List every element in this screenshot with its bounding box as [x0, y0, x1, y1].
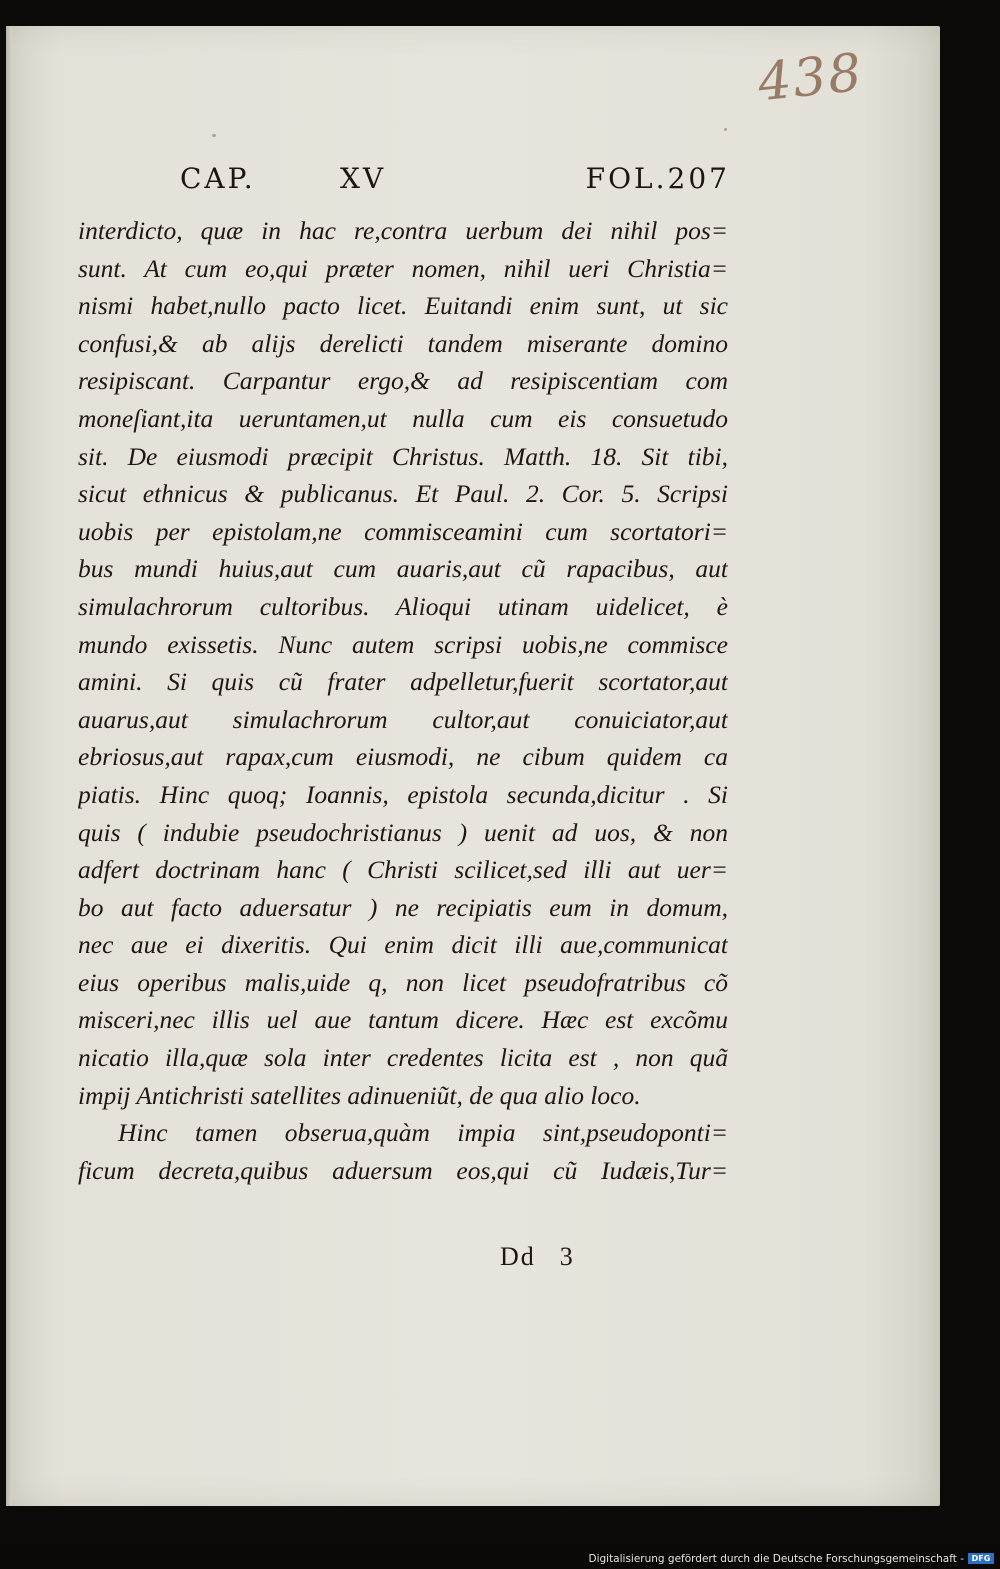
text-line: sunt. At cum eo,qui præter nomen, nihil ueri Christia=: [78, 253, 728, 283]
signature-mark: [500, 1242, 575, 1272]
body-text: [78, 212, 728, 1189]
text-line: ficum decreta,quibus aduersum eos,qui cũ Iudæis,Tur=: [78, 1155, 728, 1185]
ink-spot: [724, 128, 727, 131]
chapter-number: XV: [340, 162, 387, 195]
text-line: piatis. Hinc quoq; Ioannis, epistola secunda,dicitur . Si: [78, 779, 728, 809]
text-line: mundo exissetis. Nunc autem scripsi uobis,ne commisce: [78, 629, 728, 659]
text-line: moneſiant,ita ueruntamen,ut nulla cum eis consuetudo: [78, 403, 728, 433]
text-line: nicatio illa,quæ sola inter credentes licita est , non quã: [78, 1043, 728, 1073]
text-line: simulachrorum cultoribus. Alioqui utinam uidelicet, è: [78, 591, 728, 621]
text-line: misceri,nec illis uel aue tantum dicere. Hæc est excõmu: [78, 1005, 728, 1035]
text-line: Hinc tamen obserua,quàm impia sint,pseudoponti=: [118, 1118, 728, 1148]
text-line: quis ( indubie pseudochristianus ) uenit ad uos, & non: [78, 817, 728, 847]
text-line: interdicto, quæ in hac re,contra uerbum dei nihil pos=: [78, 216, 728, 245]
text-line: sicut ethnicus & publicanus. Et Paul. 2. Cor. 5. Scripsi: [78, 479, 728, 509]
text-line: confusi,& ab alijs derelicti tandem miserante domino: [78, 328, 728, 358]
text-line: uobis per epistolam,ne commisceamini cum scortatori=: [78, 516, 728, 546]
text-line: eius operibus malis,uide q, non licet pseudofratribus cõ: [78, 967, 728, 997]
text-line: auarus,aut simulachrorum cultor,aut conuiciator,aut: [78, 704, 728, 734]
text-line: nec aue ei dixeritis. Qui enim dicit illi aue,communicat: [78, 930, 728, 960]
ink-spot: [212, 134, 216, 137]
page-edge: [6, 26, 12, 1506]
funding-credit: Digitalisierung gefördert durch die Deutsche Forschungsgemeinschaft -: [588, 1553, 964, 1565]
text-line: impij Antichristi satellites adinueniũt, de qua alio loco.: [78, 1080, 641, 1110]
running-head: [180, 162, 730, 202]
chapter-label: CAP.: [180, 162, 256, 195]
dfg-logo: DFG: [968, 1553, 994, 1564]
text-line: sit. De eiusmodi præcipit Christus. Matth. 18. Sit tibi,: [78, 441, 728, 471]
text-line: bo aut facto aduersatur ) ne recipiatis eum in domum,: [78, 892, 728, 922]
signature-number: 3: [559, 1242, 575, 1271]
text-line: amini. Si quis cũ frater adpelletur,fuerit scortator,aut: [78, 667, 728, 697]
text-line: resipiscant. Carpantur ergo,& ad resipiscentiam com: [78, 366, 728, 396]
text-line: ebriosus,aut rapax,cum eiusmodi, ne cibum quidem ca: [78, 742, 728, 772]
text-line: bus mundi huius,aut cum auaris,aut cũ rapacibus, aut: [78, 554, 728, 584]
text-line: adfert doctrinam hanc ( Christi scilicet,sed illi aut uer=: [78, 855, 728, 885]
text-line: nismi habet,nullo pacto licet. Euitandi enim sunt, ut sic: [78, 291, 728, 321]
folio-label: FOL.207: [585, 162, 730, 195]
signature-letters: Dd: [500, 1242, 536, 1271]
handwritten-folio-number: 438: [755, 42, 867, 114]
